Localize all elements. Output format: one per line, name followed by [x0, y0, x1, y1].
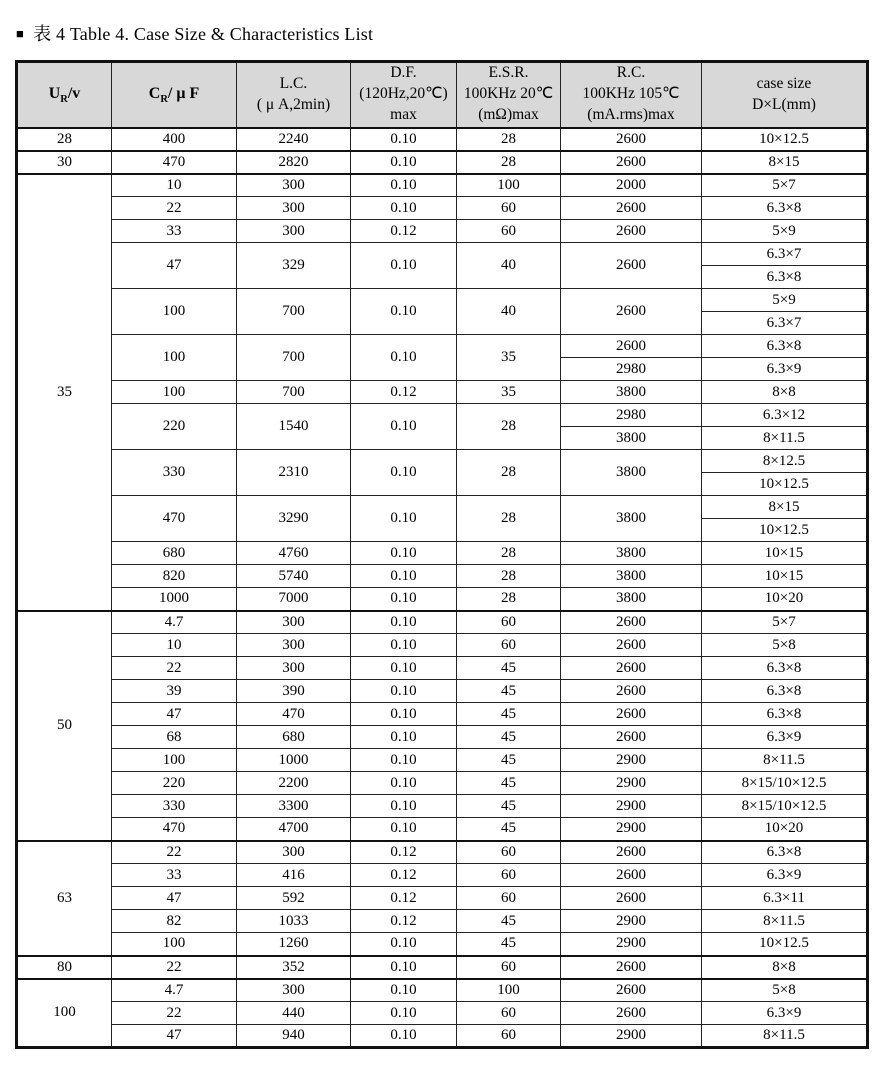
table-cell: 28	[457, 565, 561, 588]
table-cell: 8×12.5	[702, 450, 868, 473]
table-cell: 5740	[237, 565, 351, 588]
table-cell: 2900	[561, 933, 702, 956]
table-cell: 0.12	[351, 910, 457, 933]
table-cell: 300	[237, 197, 351, 220]
table-cell: 2200	[237, 772, 351, 795]
table-cell: 6.3×8	[702, 266, 868, 289]
table-cell: 0.10	[351, 795, 457, 818]
table-row	[17, 565, 868, 588]
table-cell: 45	[457, 726, 561, 749]
table-row	[17, 979, 868, 1002]
table-cell: 2600	[561, 703, 702, 726]
table-row	[17, 864, 868, 887]
table-cell: 5×7	[702, 611, 868, 634]
table-cell: 2600	[561, 726, 702, 749]
header-rated-voltage: $U_R/v$	[17, 62, 112, 128]
table-cell: 592	[237, 887, 351, 910]
table-cell: 45	[457, 795, 561, 818]
table-cell: 10×15	[702, 542, 868, 565]
table-cell: 45	[457, 933, 561, 956]
table-cell: 100	[457, 979, 561, 1002]
table-body	[17, 128, 868, 1048]
table-cell: 10×15	[702, 565, 868, 588]
table-cell: 68	[112, 726, 237, 749]
table-cell: 0.10	[351, 634, 457, 657]
table-cell: 470	[112, 496, 237, 542]
table-cell: 8×15	[702, 151, 868, 174]
table-row	[17, 726, 868, 749]
table-cell: 28	[457, 496, 561, 542]
table-cell: 0.10	[351, 1002, 457, 1025]
table-row	[17, 197, 868, 220]
table-cell: 100	[112, 381, 237, 404]
table-cell: 470	[112, 818, 237, 841]
table-cell: 3800	[561, 450, 702, 496]
table-cell: 8×11.5	[702, 1025, 868, 1048]
table-cell: 2600	[561, 979, 702, 1002]
table-cell: 2310	[237, 450, 351, 496]
voltage-cell: 30	[17, 151, 112, 174]
table-cell: 400	[112, 128, 237, 151]
table-cell: 47	[112, 1025, 237, 1048]
table-cell: 5×8	[702, 634, 868, 657]
table-cell: 60	[457, 220, 561, 243]
table-header	[17, 62, 868, 128]
table-cell: 300	[237, 220, 351, 243]
table-cell: 3800	[561, 496, 702, 542]
table-cell: 0.10	[351, 243, 457, 289]
table-cell: 40	[457, 243, 561, 289]
table-cell: 45	[457, 910, 561, 933]
table-cell: 6.3×8	[702, 197, 868, 220]
table-cell: 820	[112, 565, 237, 588]
table-row	[17, 542, 868, 565]
table-row	[17, 611, 868, 634]
table-cell: 35	[457, 381, 561, 404]
table-cell: 5×9	[702, 220, 868, 243]
header-leakage-current: L.C. ( μ A,2min)	[237, 62, 351, 128]
table-cell: 6.3×11	[702, 887, 868, 910]
table-cell: 2600	[561, 289, 702, 335]
table-cell: 100	[112, 289, 237, 335]
table-cell: 0.10	[351, 680, 457, 703]
table-cell: 300	[237, 657, 351, 680]
table-cell: 47	[112, 703, 237, 726]
table-row	[17, 450, 868, 473]
table-cell: 3800	[561, 381, 702, 404]
table-cell: 2600	[561, 220, 702, 243]
table-cell: 6.3×9	[702, 864, 868, 887]
header-ripple-current: R.C. 100KHz 105℃ (mA.rms)max	[561, 62, 702, 128]
table-cell: 8×11.5	[702, 749, 868, 772]
table-cell: 2900	[561, 818, 702, 841]
table-cell: 330	[112, 795, 237, 818]
voltage-cell: 63	[17, 841, 112, 956]
table-cell: 6.3×8	[702, 335, 868, 358]
table-row	[17, 749, 868, 772]
table-cell: 8×8	[702, 381, 868, 404]
table-cell: 35	[457, 335, 561, 381]
table-row	[17, 1002, 868, 1025]
table-cell: 60	[457, 197, 561, 220]
table-cell: 300	[237, 841, 351, 864]
table-cell: 40	[457, 289, 561, 335]
table-cell: 60	[457, 1002, 561, 1025]
table-cell: 1000	[237, 749, 351, 772]
table-cell: 0.12	[351, 887, 457, 910]
table-cell: 28	[457, 151, 561, 174]
table-cell: 0.10	[351, 404, 457, 450]
table-cell: 0.10	[351, 657, 457, 680]
table-cell: 0.12	[351, 220, 457, 243]
table-cell: 45	[457, 657, 561, 680]
table-row	[17, 128, 868, 151]
table-cell: 22	[112, 1002, 237, 1025]
table-cell: 0.10	[351, 979, 457, 1002]
table-cell: 2600	[561, 657, 702, 680]
table-cell: 2600	[561, 1002, 702, 1025]
table-cell: 22	[112, 657, 237, 680]
table-cell: 300	[237, 611, 351, 634]
table-cell: 100	[457, 174, 561, 197]
voltage-cell: 35	[17, 174, 112, 611]
table-cell: 220	[112, 404, 237, 450]
table-cell: 0.12	[351, 381, 457, 404]
table-cell: 1260	[237, 933, 351, 956]
table-row	[17, 588, 868, 611]
table-cell: 680	[237, 726, 351, 749]
table-row	[17, 956, 868, 979]
table-cell: 45	[457, 680, 561, 703]
table-cell: 0.10	[351, 749, 457, 772]
table-cell: 3800	[561, 588, 702, 611]
table-cell: 2900	[561, 910, 702, 933]
table-cell: 6.3×8	[702, 680, 868, 703]
table-row	[17, 1025, 868, 1048]
table-cell: 2900	[561, 749, 702, 772]
table-cell: 28	[457, 404, 561, 450]
table-row	[17, 772, 868, 795]
table-cell: 60	[457, 956, 561, 979]
table-cell: 10	[112, 174, 237, 197]
table-cell: 2980	[561, 358, 702, 381]
table-cell: 440	[237, 1002, 351, 1025]
table-row	[17, 289, 868, 312]
table-cell: 1540	[237, 404, 351, 450]
table-cell: 470	[112, 151, 237, 174]
table-cell: 2600	[561, 956, 702, 979]
table-cell: 2600	[561, 151, 702, 174]
table-cell: 10×20	[702, 818, 868, 841]
table-cell: 2600	[561, 841, 702, 864]
header-dissipation-factor: D.F. (120Hz,20℃) max	[351, 62, 457, 128]
table-row	[17, 887, 868, 910]
table-cell: 60	[457, 1025, 561, 1048]
table-row	[17, 496, 868, 519]
table-cell: 0.10	[351, 611, 457, 634]
table-cell: 47	[112, 887, 237, 910]
table-cell: 700	[237, 381, 351, 404]
table-cell: 33	[112, 864, 237, 887]
table-row	[17, 657, 868, 680]
table-row	[17, 335, 868, 358]
table-cell: 1033	[237, 910, 351, 933]
table-cell: 0.10	[351, 703, 457, 726]
table-cell: 416	[237, 864, 351, 887]
table-row	[17, 933, 868, 956]
table-cell: 6.3×12	[702, 404, 868, 427]
table-cell: 10×12.5	[702, 519, 868, 542]
table-cell: 2600	[561, 197, 702, 220]
table-cell: 2600	[561, 335, 702, 358]
table-cell: 220	[112, 772, 237, 795]
table-cell: 300	[237, 979, 351, 1002]
table-cell: 4760	[237, 542, 351, 565]
square-bullet-icon: ■	[16, 25, 25, 41]
table-cell: 60	[457, 611, 561, 634]
table-cell: 300	[237, 174, 351, 197]
table-cell: 10×20	[702, 588, 868, 611]
characteristics-table	[15, 60, 869, 1049]
table-cell: 470	[237, 703, 351, 726]
table-cell: 2600	[561, 864, 702, 887]
table-cell: 0.10	[351, 726, 457, 749]
table-cell: 10	[112, 634, 237, 657]
table-cell: 2600	[561, 887, 702, 910]
table-row	[17, 841, 868, 864]
table-cell: 60	[457, 841, 561, 864]
table-cell: 8×11.5	[702, 427, 868, 450]
table-cell: 6.3×9	[702, 1002, 868, 1025]
table-cell: 1000	[112, 588, 237, 611]
table-cell: 300	[237, 634, 351, 657]
table-cell: 22	[112, 956, 237, 979]
table-cell: 2980	[561, 404, 702, 427]
table-row	[17, 174, 868, 197]
table-cell: 60	[457, 887, 561, 910]
table-cell: 8×15/10×12.5	[702, 772, 868, 795]
table-cell: 390	[237, 680, 351, 703]
table-cell: 2900	[561, 1025, 702, 1048]
table-cell: 6.3×8	[702, 841, 868, 864]
header-case-size: case size D×L(mm)	[702, 62, 868, 128]
table-cell: 0.10	[351, 588, 457, 611]
table-cell: 28	[457, 588, 561, 611]
table-cell: 2600	[561, 611, 702, 634]
table-title	[16, 20, 373, 46]
table-cell: 6.3×7	[702, 312, 868, 335]
table-cell: 0.10	[351, 174, 457, 197]
voltage-cell: 28	[17, 128, 112, 151]
table-cell: 28	[457, 450, 561, 496]
table-cell: 6.3×9	[702, 726, 868, 749]
table-cell: 45	[457, 749, 561, 772]
table-cell: 0.10	[351, 772, 457, 795]
table-cell: 0.10	[351, 565, 457, 588]
table-cell: 0.10	[351, 496, 457, 542]
table-cell: 0.10	[351, 542, 457, 565]
table-cell: 2000	[561, 174, 702, 197]
table-cell: 7000	[237, 588, 351, 611]
table-cell: 45	[457, 703, 561, 726]
table-cell: 0.10	[351, 128, 457, 151]
table-cell: 4.7	[112, 979, 237, 1002]
table-cell: 10×12.5	[702, 933, 868, 956]
table-cell: 329	[237, 243, 351, 289]
table-cell: 6.3×8	[702, 657, 868, 680]
table-title-text: 表 4 Table 4. Case Size & Characteristics List	[33, 24, 374, 44]
table-cell: 100	[112, 933, 237, 956]
table-cell: 5×7	[702, 174, 868, 197]
table-cell: 5×9	[702, 289, 868, 312]
table-row	[17, 634, 868, 657]
table-cell: 2820	[237, 151, 351, 174]
header-esr: E.S.R. 100KHz 20℃ (mΩ)max	[457, 62, 561, 128]
table-cell: 3800	[561, 427, 702, 450]
table-cell: 4700	[237, 818, 351, 841]
table-cell: 2600	[561, 680, 702, 703]
table-cell: 45	[457, 818, 561, 841]
table-cell: 100	[112, 335, 237, 381]
table-cell: 8×15	[702, 496, 868, 519]
table-cell: 0.10	[351, 197, 457, 220]
table-cell: 10×12.5	[702, 473, 868, 496]
table-cell: 8×8	[702, 956, 868, 979]
table-cell: 33	[112, 220, 237, 243]
table-cell: 6.3×7	[702, 243, 868, 266]
table-cell: 3800	[561, 565, 702, 588]
table-cell: 700	[237, 335, 351, 381]
table-row	[17, 243, 868, 266]
table-cell: 0.12	[351, 864, 457, 887]
table-cell: 22	[112, 841, 237, 864]
table-row	[17, 381, 868, 404]
table-cell: 100	[112, 749, 237, 772]
table-cell: 2600	[561, 634, 702, 657]
table-cell: 680	[112, 542, 237, 565]
table-cell: 0.10	[351, 1025, 457, 1048]
table-cell: 47	[112, 243, 237, 289]
table-cell: 2600	[561, 128, 702, 151]
table-cell: 22	[112, 197, 237, 220]
table-cell: 700	[237, 289, 351, 335]
table-row	[17, 910, 868, 933]
table-cell: 10×12.5	[702, 128, 868, 151]
table-cell: 2600	[561, 243, 702, 289]
table-cell: 3300	[237, 795, 351, 818]
table-cell: 45	[457, 772, 561, 795]
table-cell: 0.10	[351, 335, 457, 381]
table-cell: 28	[457, 542, 561, 565]
table-row	[17, 151, 868, 174]
table-row	[17, 703, 868, 726]
table-cell: 2900	[561, 772, 702, 795]
table-cell: 2240	[237, 128, 351, 151]
table-row	[17, 680, 868, 703]
table-cell: 0.12	[351, 841, 457, 864]
table-cell: 2900	[561, 795, 702, 818]
table-row	[17, 818, 868, 841]
table-row	[17, 795, 868, 818]
table-cell: 39	[112, 680, 237, 703]
table-cell: 8×15/10×12.5	[702, 795, 868, 818]
table-row	[17, 220, 868, 243]
table-cell: 0.10	[351, 956, 457, 979]
table-cell: 8×11.5	[702, 910, 868, 933]
table-cell: 0.10	[351, 450, 457, 496]
table-cell: 60	[457, 864, 561, 887]
table-cell: 0.10	[351, 818, 457, 841]
table-cell: 3290	[237, 496, 351, 542]
header-rated-capacitance: $C_R/$ μ F	[112, 62, 237, 128]
table-cell: 0.10	[351, 289, 457, 335]
table-cell: 4.7	[112, 611, 237, 634]
table-cell: 940	[237, 1025, 351, 1048]
voltage-cell: 100	[17, 979, 112, 1048]
table-cell: 6.3×8	[702, 703, 868, 726]
voltage-cell: 80	[17, 956, 112, 979]
table-cell: 352	[237, 956, 351, 979]
table-cell: 0.10	[351, 151, 457, 174]
table-cell: 82	[112, 910, 237, 933]
table-cell: 3800	[561, 542, 702, 565]
table-row	[17, 404, 868, 427]
table-cell: 330	[112, 450, 237, 496]
voltage-cell: 50	[17, 611, 112, 841]
table-cell: 5×8	[702, 979, 868, 1002]
table-cell: 6.3×9	[702, 358, 868, 381]
table-cell: 28	[457, 128, 561, 151]
table-cell: 60	[457, 634, 561, 657]
table-cell: 0.10	[351, 933, 457, 956]
